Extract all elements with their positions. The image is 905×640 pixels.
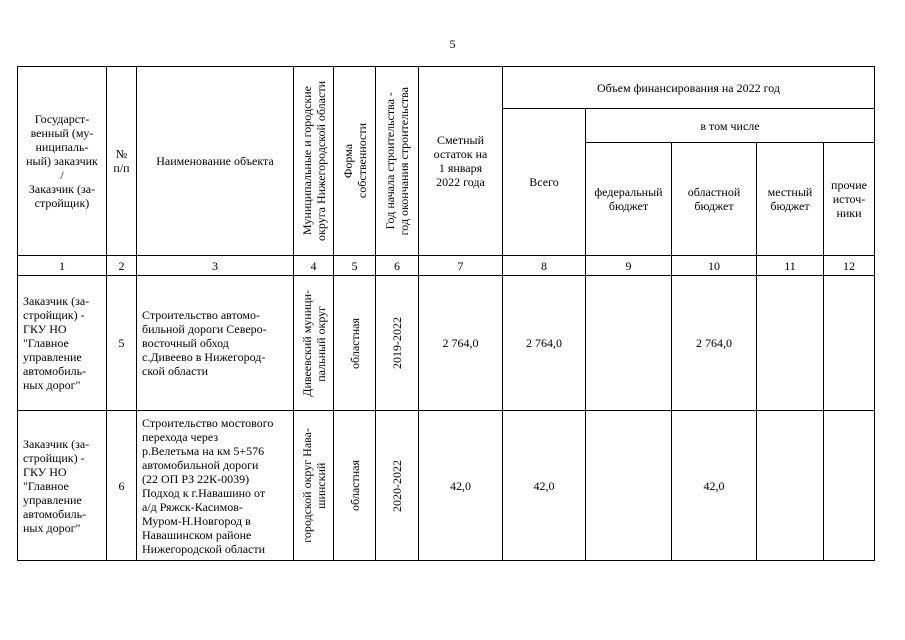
remainder-cell: 42,0	[419, 411, 503, 561]
ownership-cell: областная	[334, 411, 376, 561]
header-financing: Объем финансирования на 2022 год	[503, 67, 875, 109]
federal-cell	[586, 411, 672, 561]
header-num: № п/п	[107, 67, 137, 256]
header-including: в том числе	[586, 109, 875, 143]
years-cell: 2019-2022	[376, 276, 419, 411]
column-number: 2	[107, 256, 137, 276]
header-remainder: Сметный остаток на 1 января 2022 года	[419, 67, 503, 256]
column-number: 3	[137, 256, 294, 276]
customer-cell: Заказчик (за- стройщик) - ГКУ НО "Главное управление автомобиль- ных дорог"	[18, 411, 107, 561]
years-cell: 2020-2022	[376, 411, 419, 561]
total-cell: 2 764,0	[503, 276, 586, 411]
header-customer: Государст- венный (му- ниципаль- ный) заказчик / Заказчик (за- стройщик)	[18, 67, 107, 256]
regional-cell: 2 764,0	[672, 276, 757, 411]
other-cell	[824, 276, 875, 411]
column-number: 11	[757, 256, 824, 276]
column-number: 7	[419, 256, 503, 276]
header-object-name: Наименование объекта	[137, 67, 294, 256]
municipality-cell: Дивеевский муници- пальный округ	[294, 276, 334, 411]
ownership-cell: областная	[334, 276, 376, 411]
column-number: 1	[18, 256, 107, 276]
header-total: Всего	[503, 109, 586, 256]
header-municipality: Муниципальные и городские округа Нижегородской области	[294, 67, 334, 256]
remainder-cell: 2 764,0	[419, 276, 503, 411]
column-number: 4	[294, 256, 334, 276]
row-number-cell: 6	[107, 411, 137, 561]
row-number-cell: 5	[107, 276, 137, 411]
column-number: 5	[334, 256, 376, 276]
object-name-cell: Строительство мостового перехода через р.Велетьма на км 5+576 автомобильной дороги (22 ОП РЗ 22К-0039) Подход к г.Навашино от а/д Ряжск-Касимов- Муром-Н.Новгород в Навашинском районе Нижегородской области	[137, 411, 294, 561]
local-cell	[757, 276, 824, 411]
column-number: 6	[376, 256, 419, 276]
column-number: 12	[824, 256, 875, 276]
other-cell	[824, 411, 875, 561]
header-federal: федеральный бюджет	[586, 143, 672, 256]
federal-cell	[586, 276, 672, 411]
header-local: местный бюджет	[757, 143, 824, 256]
regional-cell: 42,0	[672, 411, 757, 561]
object-name-cell: Строительство автомо- бильной дороги Северо- восточный обход с.Дивеево в Нижегород- ской области	[137, 276, 294, 411]
total-cell: 42,0	[503, 411, 586, 561]
table-row	[18, 411, 875, 561]
column-numbers-row	[18, 256, 875, 276]
header-ownership: Форма собственности	[334, 67, 376, 256]
page-number: 5	[449, 37, 456, 51]
customer-cell: Заказчик (за- стройщик) - ГКУ НО "Главное управление автомобиль- ных дорог"	[18, 276, 107, 411]
local-cell	[757, 411, 824, 561]
header-years: Год начала строительства - год окончания строительства	[376, 67, 419, 256]
column-number: 8	[503, 256, 586, 276]
financing-table	[17, 66, 875, 561]
table-row	[18, 276, 875, 411]
header-other: прочие источ- ники	[824, 143, 875, 256]
header-regional: областной бюджет	[672, 143, 757, 256]
column-number: 10	[672, 256, 757, 276]
municipality-cell: городской округ Нава- шинский	[294, 411, 334, 561]
column-number: 9	[586, 256, 672, 276]
